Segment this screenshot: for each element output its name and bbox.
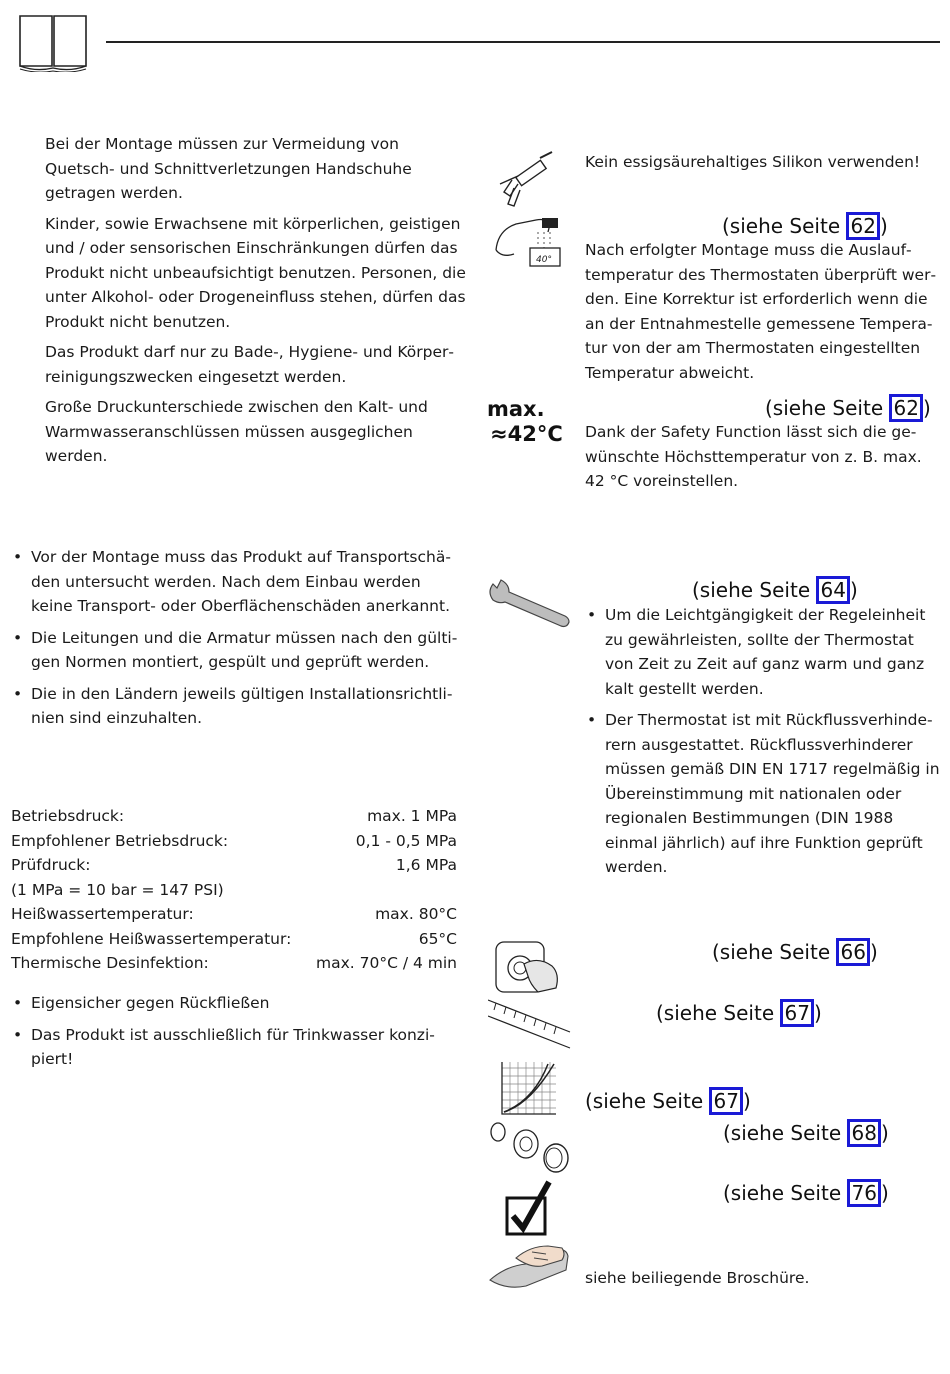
safety-paragraph: Große Druckunterschiede zwischen den Kalt- und Warmwasseranschlüssen müssen ausgeglichen werden. <box>45 398 428 465</box>
list-item: • Der Thermostat ist mit Rückflussverhinderern ausgestattet. Rückflussverhinderer müssen gemäß DIN EN 1717 regelmäßig in Übereinstimmung mit nationalen oder regionalen Bestimmungen (DIN 1988 einmal jährlich) auf ihre Funktion geprüft werden. <box>585 708 940 880</box>
silicone-gun-icon <box>496 150 558 208</box>
list-item: • Das Produkt ist ausschließlich für Trinkwasser konzipiert! <box>11 1023 463 1072</box>
checkmark-icon <box>505 1180 553 1236</box>
spec-value: max. 70°C / 4 min <box>315 954 457 972</box>
spec-row <box>11 804 457 829</box>
header-rule <box>106 41 940 43</box>
page-link[interactable]: 62 <box>846 212 879 240</box>
spec-label: Thermische Desinfektion: <box>11 954 209 972</box>
page-reference: (siehe Seite 66 ) <box>712 940 878 964</box>
cleaning-text: siehe beiliegende Broschüre. <box>585 1269 810 1287</box>
spec-label: Prüfdruck: <box>11 856 91 874</box>
spec-label: Empfohlene Heißwassertemperatur: <box>11 929 292 948</box>
page-reference: (siehe Seite 62 ) <box>722 214 888 238</box>
book-icon <box>18 14 88 72</box>
safety-paragraph: Bei der Montage müssen zur Vermeidung von Quetsch- und Schnittverletzungen Handschuhe getragen werden. <box>45 135 412 202</box>
spec-table <box>11 804 457 976</box>
list-item: • Um die Leichtgängigkeit der Regeleinheit zu gewährleisten, sollte der Thermostat von Zeit zu Zeit auf ganz warm und ganz kalt gestellt werden. <box>585 603 940 701</box>
feature-notes <box>11 991 463 1079</box>
page-reference: (siehe Seite 64 ) <box>692 578 858 602</box>
list-item: • Eigensicher gegen Rückfließen <box>11 991 463 1016</box>
max-label: max. <box>487 397 545 421</box>
safety-paragraph: Kinder, sowie Erwachsene mit körperlichen, geistigen und / oder sensorischen Einschränkungen dürfen das Produkt nicht unbeaufsichtigt benutzen. Personen, die unter Alkohol- oder Drogeneinfluss stehen, dürfen das Produkt nicht benutzen. <box>45 214 466 331</box>
dimensions-ruler-icon <box>488 998 572 1056</box>
spec-value: 1,6 MPa <box>395 856 457 874</box>
spec-label: Betriebsdruck: <box>11 807 125 825</box>
spec-row <box>11 878 457 903</box>
page-link[interactable]: 62 <box>889 394 922 422</box>
spec-label: Empfohlener Betriebsdruck: <box>11 831 229 850</box>
maintenance-notes <box>585 603 940 887</box>
page-link[interactable]: 64 <box>816 576 849 604</box>
spec-value: 0,1 - 0,5 MPa <box>355 831 457 850</box>
spec-label: (1 MPa = 10 bar = 147 PSI) <box>11 880 224 899</box>
page-reference: (siehe Seite 67 ) <box>585 1089 751 1113</box>
spec-row <box>11 951 457 976</box>
installation-notes <box>11 545 463 738</box>
spec-value: max. 1 MPa <box>367 807 457 825</box>
page-reference: (siehe Seite 76 ) <box>723 1181 889 1205</box>
spec-row <box>11 902 457 927</box>
list-item: • Die Leitungen und die Armatur müssen nach den gültigen Normen montiert, gespült und geprüft werden. <box>11 626 463 675</box>
page-link[interactable]: 67 <box>709 1087 742 1115</box>
max-temp-label: ≈42°C <box>490 422 563 446</box>
page-link[interactable]: 76 <box>847 1179 880 1207</box>
safety-notes <box>45 132 470 475</box>
spec-value: max. 80°C <box>375 905 457 923</box>
silicone-warning: Kein essigsäurehaltiges Silikon verwenden! <box>585 153 921 171</box>
thermometer-hand-icon <box>492 210 564 270</box>
list-item: • Die in den Ländern jeweils gültigen Installationsrichtlinien sind einzuhalten. <box>11 682 463 731</box>
flow-diagram-icon <box>500 1060 558 1116</box>
spec-value: 65°C <box>418 929 457 948</box>
spec-label: Heißwassertemperatur: <box>11 905 194 923</box>
page-reference: (siehe Seite 67 ) <box>656 1001 822 1025</box>
wrench-icon <box>487 578 571 630</box>
page-reference: (siehe Seite 68 ) <box>723 1121 889 1145</box>
spare-parts-icon <box>488 1120 572 1174</box>
page-link[interactable]: 68 <box>847 1119 880 1147</box>
spec-row <box>11 829 457 854</box>
page-link[interactable]: 66 <box>836 938 869 966</box>
cleaning-hand-icon <box>486 1240 572 1294</box>
page-link[interactable]: 67 <box>780 999 813 1027</box>
safety-paragraph: Das Produkt darf nur zu Bade-, Hygiene- und Körperreinigungszwecken eingesetzt werden. <box>45 343 454 386</box>
thermometer-display: 40° <box>536 255 552 265</box>
page-reference: (siehe Seite 62 ) <box>765 396 931 420</box>
safety-function-text: Dank der Safety Function lässt sich die gewünschte Höchsttemperatur von z. B. max. 42 °C voreinstellen. <box>585 423 922 490</box>
spec-row <box>11 853 457 878</box>
spec-row <box>11 927 457 952</box>
adjustment-text: Nach erfolgter Montage muss die Auslauftemperatur des Thermostaten überprüft werden. Eine Korrektur ist erforderlich wenn die an der Entnahmestelle gemessene Temperatur von der am Thermostaten eingestellten Temperatur abweicht. <box>585 241 937 382</box>
list-item: • Vor der Montage muss das Produkt auf Transportschäden untersucht werden. Nach dem Einbau werden keine Transport- oder Oberflächenschäden anerkannt. <box>11 545 463 619</box>
thermostat-handle-icon <box>494 938 564 996</box>
